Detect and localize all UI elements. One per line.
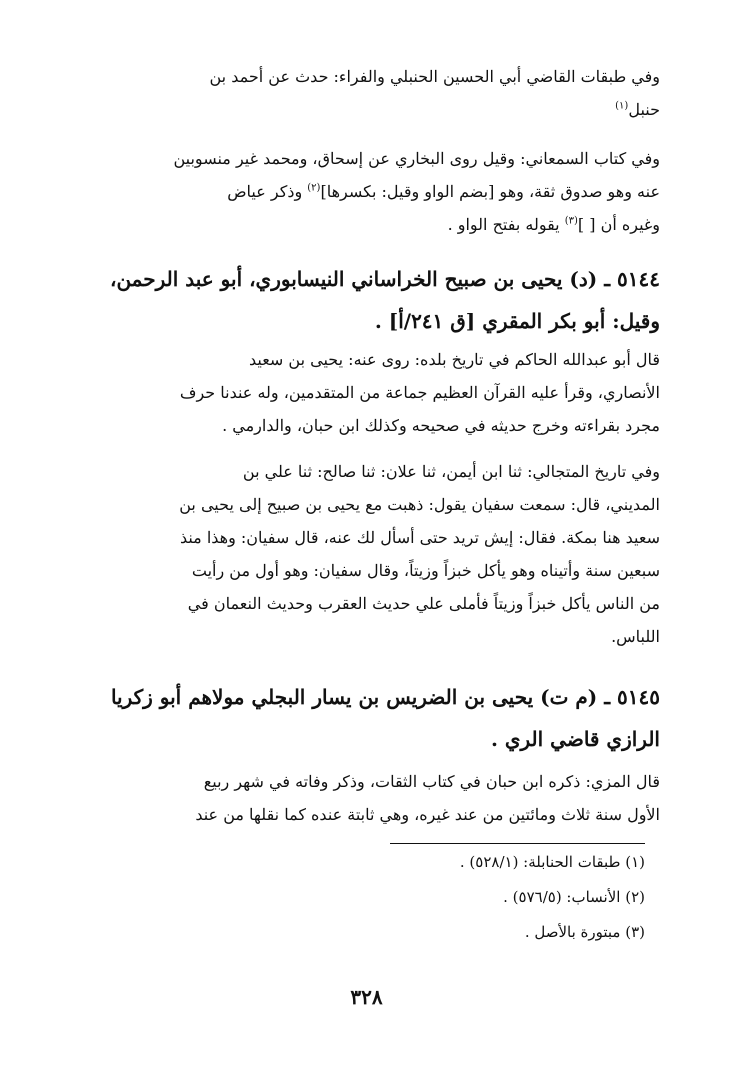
text-line: مجرد بقراءته وخرج حديثه في صحيحه وكذلك ابن حبان، والدارمي . — [222, 416, 660, 435]
entry-title: ٥١٤٤ ـ (د) يحيى بن صبيح الخراساني النيسابوري، أبو عبد الرحمن، — [110, 267, 660, 291]
footnote-3: (٣) مبتورة بالأصل . — [524, 923, 645, 941]
text-line: وفي كتاب السمعاني: وقيل روى البخاري عن إسحاق، ومحمد غير منسوبين — [173, 149, 660, 168]
text-fragment: حنبل — [628, 100, 660, 119]
footnote-2: (٢) الأنساب: (٥٧٦/٥) . — [503, 888, 645, 906]
paragraph-mizzi — [70, 765, 660, 831]
text-line: سبعين سنة وأتيناه وهو يأكل خبزاً وزيتاً، وقال سفيان: وهو أول من رأيت — [191, 561, 660, 580]
text-line: وفي طبقات القاضي أبي الحسين الحنبلي والفراء: حدث عن أحمد بن — [209, 67, 660, 86]
paragraph-mutajali — [70, 455, 660, 653]
paragraph-samani — [70, 142, 660, 241]
text-line: وفي تاريخ المتجالي: ثنا ابن أيمن، ثنا علان: ثنا صالح: ثنا علي بن — [242, 462, 660, 481]
text-line: قال أبو عبدالله الحاكم في تاريخ بلده: روى عنه: يحيى بن سعيد — [248, 350, 660, 369]
text-line: قال المزي: ذكره ابن حبان في كتاب الثقات، وذكر وفاته في شهر ربيع — [203, 772, 660, 791]
entry-subtitle: الرازي قاضي الري . — [490, 727, 660, 751]
text-fragment: يقوله بفتح الواو . — [447, 215, 560, 234]
footnote-marker: (١) — [615, 100, 629, 112]
entry-title: ٥١٤٥ ـ (م ت) يحيى بن الضريس بن يسار البجلي مولاهم أبو زكريا — [110, 685, 660, 709]
text-fragment: عنه وهو صدوق ثقة، وهو [بضم الواو وقيل: بكسرها] — [320, 182, 660, 201]
text-line: سعيد هنا بمكة. فقال: إيش تريد حتى أسأل لك عنه، قال سفيان: وهذا منذ — [179, 528, 660, 547]
footnote-marker: (٣) — [564, 215, 578, 227]
text-line: المديني، قال: سمعت سفيان يقول: ذهبت مع يحيى بن صبيح إلى يحيى بن — [179, 495, 660, 514]
text-line: الأنصاري، وقرأ عليه القرآن العظيم جماعة من المتقدمين، وله عندنا حرف — [179, 383, 660, 402]
entry-heading-5145 — [70, 676, 660, 760]
entry-heading-5144 — [70, 258, 660, 342]
text-fragment: وغيره أن [ ] — [577, 215, 660, 234]
paragraph-hakim — [70, 343, 660, 442]
text-fragment: وذكر عياض — [227, 182, 303, 201]
text-line: من الناس يأكل خبزاً وزيتاً فأملى علي حديث العقرب وحديث النعمان في — [187, 594, 660, 613]
entry-subtitle: وقيل: أبو بكر المقري [ق ٢٤١/أ] . — [374, 309, 660, 333]
paragraph-tabaqat — [70, 60, 660, 126]
text-line — [70, 175, 660, 208]
text-line — [70, 93, 660, 126]
footnote-1: (١) طبقات الحنابلة: (٥٢٨/١) . — [459, 853, 645, 871]
text-line: الأول سنة ثلاث ومائتين من عند غيره، وهي ثابتة عنده كما نقلها من عند — [195, 805, 660, 824]
footnote-divider — [390, 843, 645, 844]
text-line: اللباس. — [611, 627, 660, 646]
text-line — [70, 208, 660, 241]
page-number: ٣٢٨ — [350, 985, 383, 1009]
footnote-marker: (٢) — [307, 182, 321, 194]
